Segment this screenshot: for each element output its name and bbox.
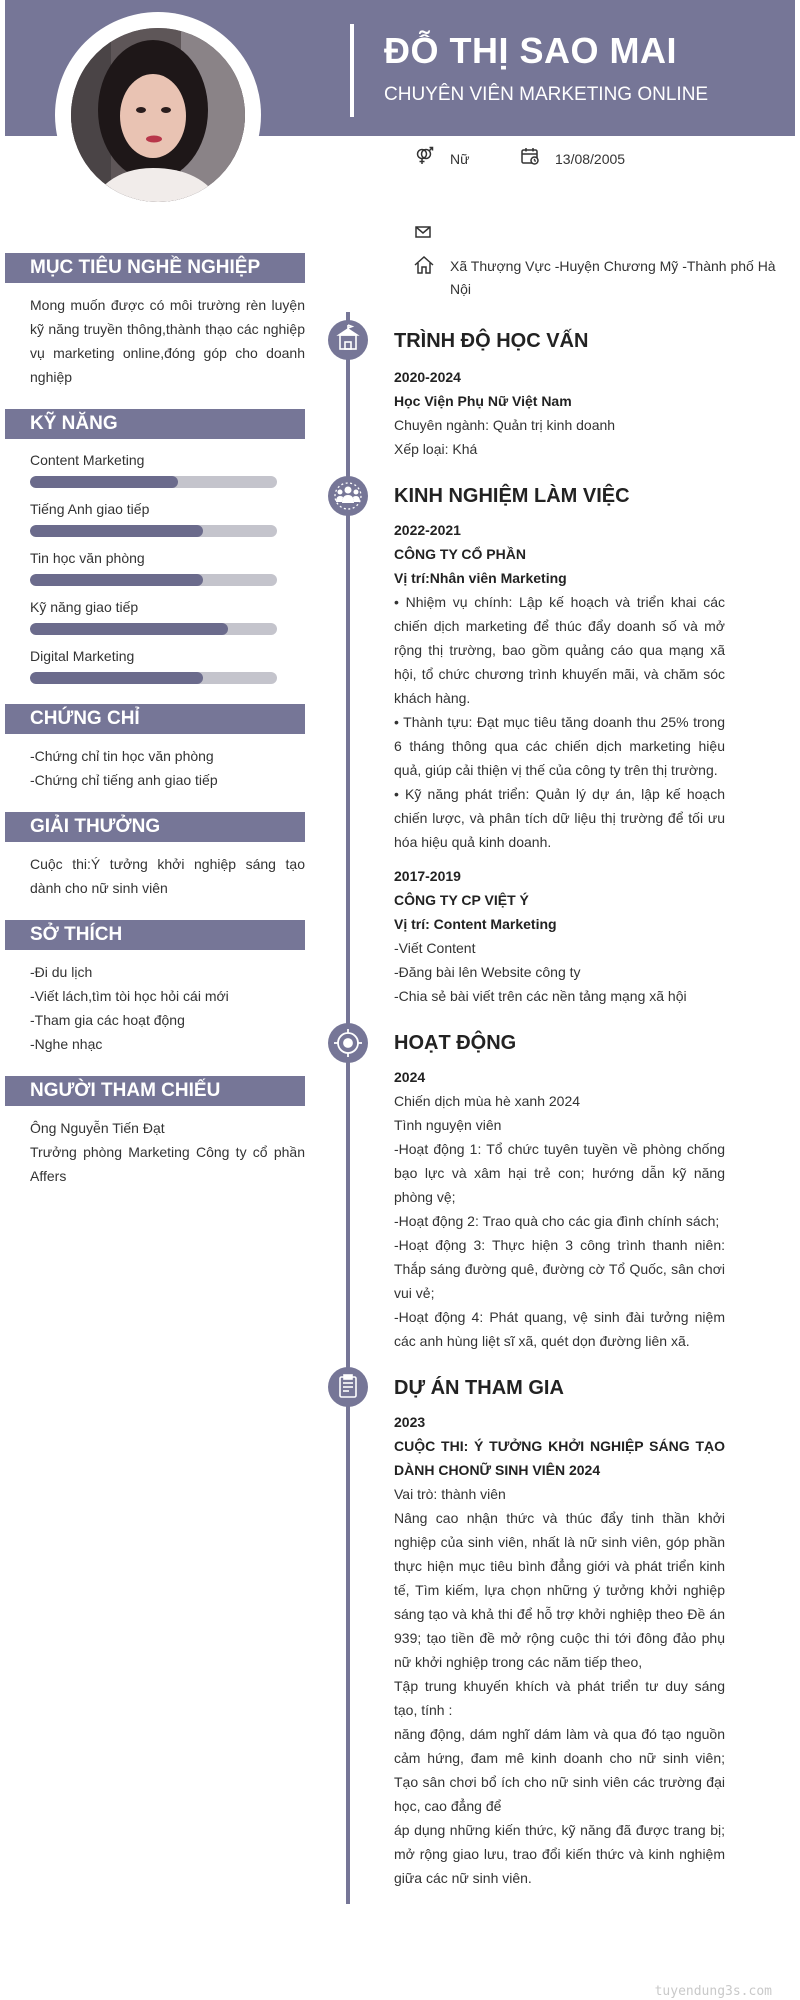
education-grade: Xếp loại: Khá — [394, 441, 478, 457]
reference-position: Trưởng phòng Marketing Công ty cổ phần Affers — [30, 1144, 305, 1184]
education-period: 2020-2024 — [394, 369, 461, 385]
certificate-item: -Chứng chỉ tin học văn phòng — [30, 748, 214, 764]
skill-bar — [30, 476, 277, 488]
skill-bar — [30, 574, 277, 586]
watermark: tuyendung3s.com — [654, 1984, 772, 1999]
education-title: TRÌNH ĐỘ HỌC VẤN — [394, 330, 589, 352]
reference-name: Ông Nguyễn Tiến Đạt — [30, 1120, 165, 1136]
skill-label: Tiếng Anh giao tiếp — [30, 501, 150, 517]
skill-bar-fill — [30, 672, 203, 684]
timeline-line — [346, 312, 350, 1904]
experience-title: KINH NGHIỆM LÀM VIỆC — [394, 485, 630, 507]
activity-item: -Hoạt động 1: Tổ chức tuyên tuyền về phòng chống bạo lực và xâm hại trẻ con; hướng dẫn kỹ năng phòng vệ; — [394, 1141, 725, 1205]
job-period: 2022-2021 — [394, 522, 461, 538]
address-value: Xã Thượng Vực -Huyện Chương Mỹ -Thành phố Hà Nội — [450, 258, 776, 297]
references-title: NGƯỜI THAM CHIẾU — [5, 1076, 305, 1106]
activity-item: -Hoạt động 4: Phát quang, vệ sinh đài tưởng niệm các anh hùng liệt sĩ xã, quét dọn đường liên xã. — [394, 1309, 725, 1349]
hobby-item: -Đi du lịch — [30, 964, 93, 980]
avatar — [55, 12, 261, 218]
gender-icon — [414, 146, 434, 166]
skill-bar-fill — [30, 574, 203, 586]
project-description: Tập trung khuyến khích và phát triển tư duy sáng tạo, tính : — [394, 1678, 725, 1718]
activity-role: Tình nguyện viên — [394, 1117, 502, 1133]
activity-item: -Hoạt động 3: Thực hiện 3 công trình thanh niên: Thắp sáng đường quê, đường cờ Tổ Quốc, sân chơi vui vẻ; — [394, 1237, 725, 1301]
certificate-item: -Chứng chỉ tiếng anh giao tiếp — [30, 772, 218, 788]
projects-title: DỰ ÁN THAM GIA — [394, 1377, 564, 1399]
awards-text: Cuộc thi:Ý tưởng khởi nghiệp sáng tạo dành cho nữ sinh viên — [30, 856, 305, 896]
job-task: -Chia sẻ bài viết trên các nền tảng mạng xã hội — [394, 988, 687, 1004]
skill-bar — [30, 525, 277, 537]
skill-bar — [30, 672, 277, 684]
hobby-item: -Tham gia các hoạt động — [30, 1012, 185, 1028]
calendar-icon — [520, 146, 540, 166]
activity-year: 2024 — [394, 1069, 426, 1085]
gender-value: Nữ — [450, 151, 470, 167]
birthdate-value: 13/08/2005 — [555, 151, 626, 167]
hobbies-title: SỞ THÍCH — [5, 920, 305, 950]
name-divider — [350, 24, 354, 117]
education-major: Chuyên ngành: Quản trị kinh doanh — [394, 417, 616, 433]
job-task: -Viết Content — [394, 940, 476, 956]
job-period: 2017-2019 — [394, 868, 461, 884]
job-role: Vị trí: Content Marketing — [394, 916, 557, 932]
profile-photo — [71, 28, 245, 202]
education-school: Học Viện Phụ Nữ Việt Nam — [394, 393, 572, 409]
certificates-title: CHỨNG CHỈ — [5, 704, 305, 734]
project-name: CUỘC THI: Ý TƯỞNG KHỞI NGHIỆP SÁNG TẠO DÀNH CHONỮ SINH VIÊN 2024 — [394, 1438, 725, 1478]
skill-label: Digital Marketing — [30, 648, 135, 664]
job-achievement: • Thành tựu: Đạt mục tiêu tăng doanh thu 25% trong 6 tháng thông qua các chiến dịch marketing hiệu quả, giúp cải thiện vị thế của công ty trên thị trường. — [394, 714, 725, 778]
project-description: áp dụng những kiến thức, kỹ năng đã được trang bị; mở rộng giao lưu, trao đổi kiến thức và kinh nghiệm giữa các nữ sinh viên. — [394, 1822, 725, 1886]
objective-title: MỤC TIÊU NGHỀ NGHIỆP — [5, 253, 305, 283]
activities-title: HOẠT ĐỘNG — [394, 1032, 517, 1054]
job-task: -Đăng bài lên Website công ty — [394, 964, 581, 980]
skill-label: Tin học văn phòng — [30, 550, 145, 566]
job-company: CÔNG TY CỔ PHẦN — [394, 546, 526, 562]
activity-icon — [328, 1023, 368, 1063]
objective-text: Mong muốn được có môi trường rèn luyện kỹ năng truyền thông,thành thạo các nghiệp vụ marketing online,đóng góp cho doanh nghiệp — [30, 297, 305, 385]
team-icon — [328, 476, 368, 516]
school-icon — [328, 320, 368, 360]
hobby-item: -Nghe nhạc — [30, 1036, 103, 1052]
project-description: năng động, dám nghĩ dám làm và qua đó tạo nguồn cảm hứng, đam mê kinh doanh cho nữ sinh viên; Tạo sân chơi bổ ích cho nữ sinh viên các trường đại học, cao đẳng để — [394, 1726, 725, 1814]
project-icon — [328, 1367, 368, 1407]
job-title: CHUYÊN VIÊN MARKETING ONLINE — [384, 84, 709, 105]
project-description: Nâng cao nhận thức và thúc đẩy tinh thần khởi nghiệp của sinh viên, nhất là nữ sinh viên, góp phần thực hiện mục tiêu bình đẳng giới và phát triển kinh tế, Tìm kiếm, lựa chọn những ý tưởng khởi nghiệp sáng tạo và khả thi để hỗ trợ khởi nghiệp theo Đề án 939; tạo tiền đề mở rộng cuộc thi tới đông đảo phụ nữ khởi nghiệp trong các năm tiếp theo, — [394, 1510, 725, 1670]
skill-label: Content Marketing — [30, 452, 145, 468]
skill-bar-fill — [30, 525, 203, 537]
job-skills: • Kỹ năng phát triển: Quản lý dự án, lập kế hoạch chiến lược, và phân tích dữ liệu thị trường để tối ưu hóa hiệu quả kinh doanh. — [394, 786, 725, 850]
skill-bar-fill — [30, 623, 228, 635]
activity-item: -Hoạt động 2: Trao quà cho các gia đình chính sách; — [394, 1213, 720, 1229]
project-year: 2023 — [394, 1414, 426, 1430]
activity-campaign: Chiến dịch mùa hè xanh 2024 — [394, 1093, 581, 1109]
skills-title: KỸ NĂNG — [5, 409, 305, 439]
hobby-item: -Viết lách,tìm tòi học hỏi cái mới — [30, 988, 229, 1004]
home-icon — [414, 255, 434, 275]
job-company: CÔNG TY CP VIỆT Ý — [394, 892, 529, 908]
email-icon — [414, 222, 434, 242]
project-role: Vai trò: thành viên — [394, 1486, 506, 1502]
skill-bar — [30, 623, 277, 635]
skill-label: Kỹ năng giao tiếp — [30, 599, 139, 615]
awards-title: GIẢI THƯỞNG — [5, 812, 305, 842]
job-role: Vị trí:Nhân viên Marketing — [394, 570, 567, 586]
job-duty: • Nhiệm vụ chính: Lập kế hoạch và triển khai các chiến dịch marketing để thúc đẩy doanh số và mở rộng thị trường, bao gồm quảng cáo qua mạng xã hội, tổ chức chương trình khuyến mãi, và chăm sóc khách hàng. — [394, 594, 725, 706]
candidate-name: ĐỖ THỊ SAO MAI — [384, 30, 677, 71]
skill-bar-fill — [30, 476, 178, 488]
